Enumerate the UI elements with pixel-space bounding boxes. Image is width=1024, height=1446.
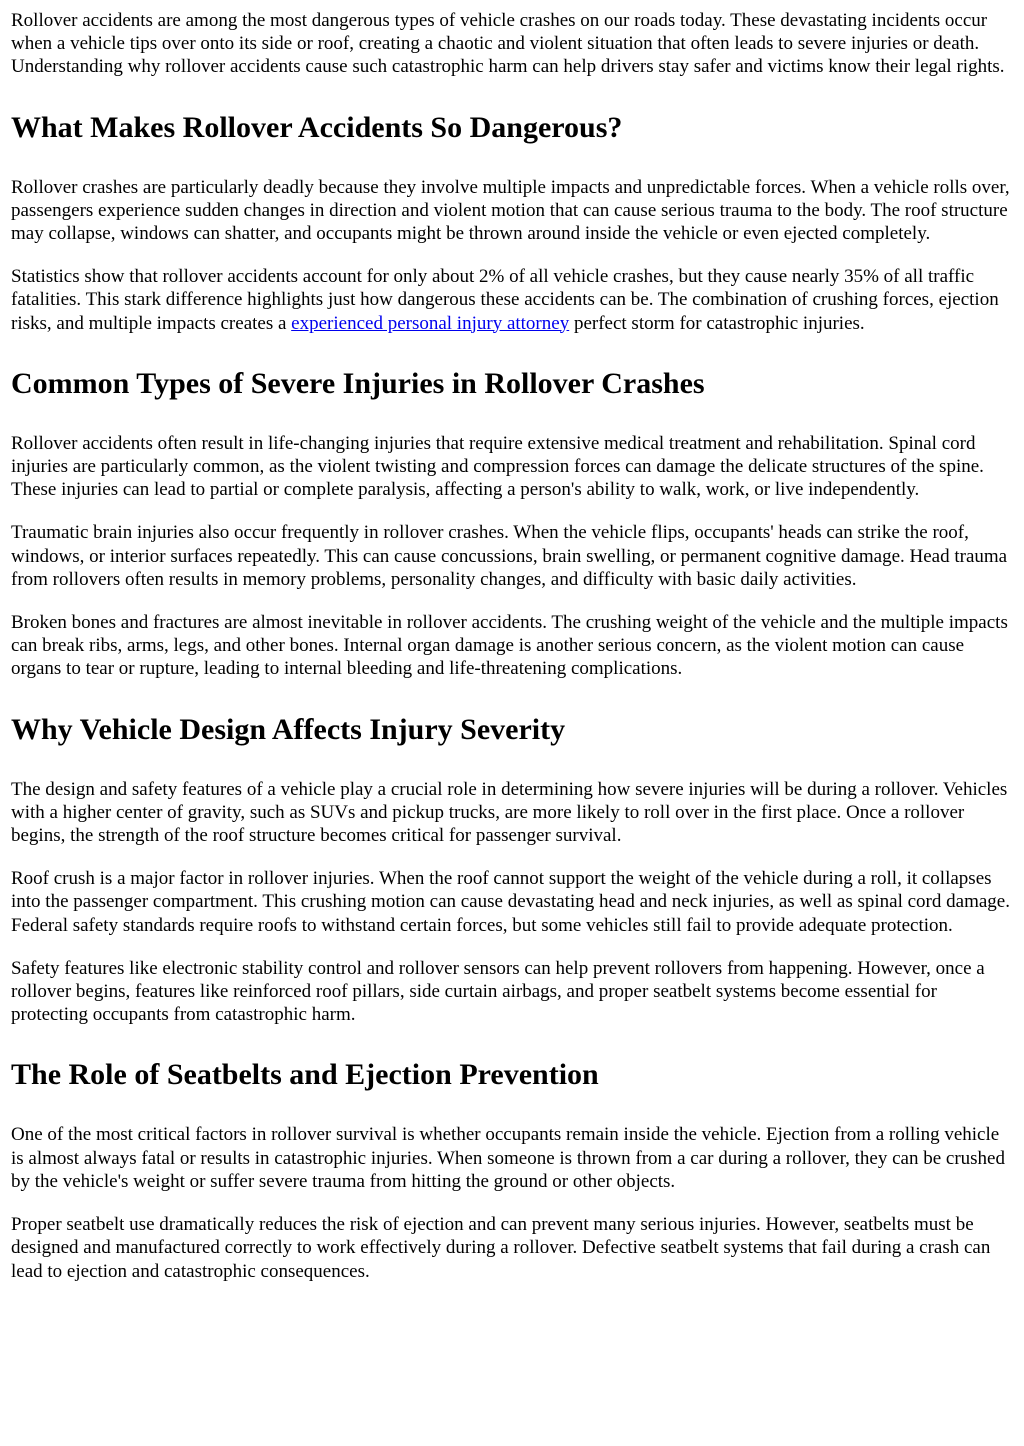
paragraph-text: Statistics show that rollover accidents account for only about 2% of all vehicle crashes, but they cause nearly 35% of all traffic fatalities. This stark difference highlights just how dangerous these accidents can be. The combination of crushing forces, ejection risks, and multiple impacts creates a: [11, 266, 999, 334]
paragraph: Safety features like electronic stability control and rollover sensors can help prevent rollovers from happening. However, once a rollover begins, features like reinforced roof pillars, side curtain airbags, and proper seatbelt systems become essential for protecting occupants from catastrophic harm.: [11, 957, 985, 1026]
intro-paragraph: Rollover accidents are among the most dangerous types of vehicle crashes on our roads today. These devastating incidents occur when a vehicle tips over onto its side or roof, creating a chaotic and violent situation that often leads to severe injuries or death. Understanding why rollover accidents cause such catastrophic harm can help drivers stay safer and victims know their legal rights.: [11, 10, 1005, 78]
paragraph: Rollover accidents often result in life-changing injuries that require extensive medical treatment and rehabilitation. Spinal cord injuries are particularly common, as the violent twisting and compression forces can damage the delicate structures of the spine. These injuries can lead to partial or complete paralysis, affecting a person's ability to walk, work, or live independently.: [11, 432, 984, 501]
paragraph: Traumatic brain injuries also occur frequently in rollover crashes. When the vehicle flips, occupants' heads can strike the roof, windows, or interior surfaces repeatedly. This can cause concussions, brain swelling, or permanent cognitive damage. Head trauma from rollovers often results in memory problems, personality changes, and difficulty with basic daily activities.: [11, 522, 1008, 590]
paragraph: Broken bones and fractures are almost inevitable in rollover accidents. The crushing weight of the vehicle and the multiple impacts can break ribs, arms, legs, and other bones. Internal organ damage is another serious concern, as the violent motion can cause organs to tear or rupture, leading to internal bleeding and life-threatening complications.: [11, 612, 1008, 680]
paragraph-text: perfect storm for catastrophic injuries.: [569, 312, 865, 334]
paragraph: Proper seatbelt use dramatically reduces the risk of ejection and can prevent many serious injuries. However, seatbelts must be designed and manufactured correctly to work effectively during a rollover. Defective seatbelt systems that fail during a crash can lead to ejection and catastrophic consequences.: [11, 1214, 991, 1282]
section-heading-dangers: What Makes Rollover Accidents So Dangerous?: [11, 110, 623, 144]
attorney-link[interactable]: experienced personal injury attorney: [291, 312, 570, 334]
paragraph-with-link: [11, 265, 1014, 335]
section-heading-seatbelts: The Role of Seatbelts and Ejection Prevention: [11, 1058, 599, 1092]
section-heading-injury-types: Common Types of Severe Injuries in Rollover Crashes: [11, 366, 705, 400]
section-heading-vehicle-design: Why Vehicle Design Affects Injury Severity: [11, 712, 566, 746]
paragraph: One of the most critical factors in rollover survival is whether occupants remain inside the vehicle. Ejection from a rolling vehicle is almost always fatal or results in catastrophic injuries. When someone is thrown from a car during a rollover, they can be crushed by the vehicle's weight or suffer severe trauma from hitting the ground or other objects.: [11, 1124, 1005, 1192]
paragraph: Rollover crashes are particularly deadly because they involve multiple impacts and unpredictable forces. When a vehicle rolls over, passengers experience sudden changes in direction and violent motion that can cause serious trauma to the body. The roof structure may collapse, windows can shatter, and occupants might be thrown around inside the vehicle or even ejected completely.: [11, 176, 1010, 245]
paragraph: The design and safety features of a vehicle play a crucial role in determining how severe injuries will be during a rollover. Vehicles with a higher center of gravity, such as SUVs and pickup trucks, are more likely to roll over in the first place. Once a rollover begins, the strength of the roof structure becomes critical for passenger survival.: [11, 778, 1008, 847]
paragraph: Roof crush is a major factor in rollover injuries. When the roof cannot support the weight of the vehicle during a roll, it collapses into the passenger compartment. This crushing motion can cause devastating head and neck injuries, as well as spinal cord damage. Federal safety standards require roofs to withstand certain forces, but some vehicles still fail to provide adequate protection.: [11, 868, 1010, 936]
